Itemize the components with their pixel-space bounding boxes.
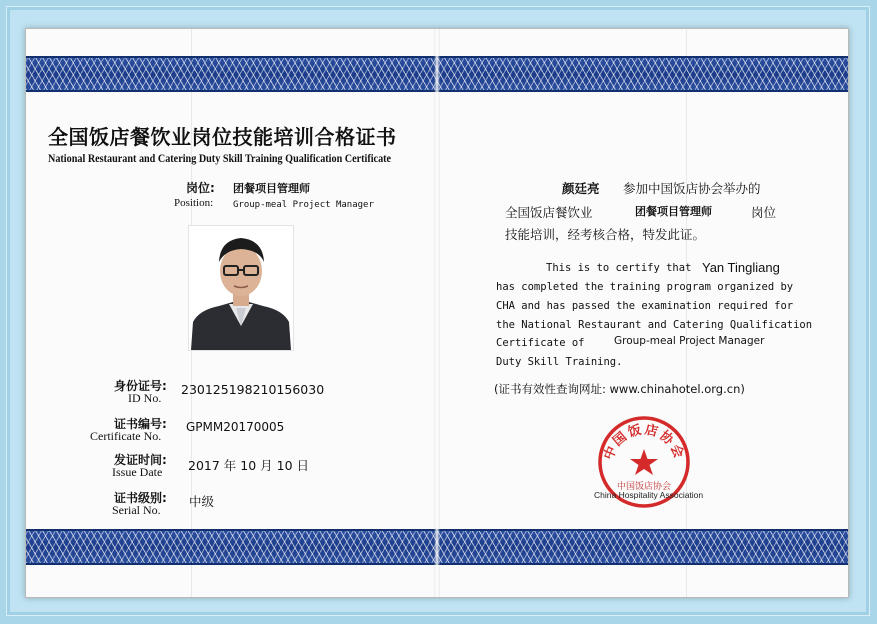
cert-text-zh-position: 团餐项目管理师 — [635, 205, 712, 218]
verification-url-note: (证书有效性查询网址: www.chinahotel.org.cn) — [494, 382, 745, 396]
serial-level: 中级 — [189, 494, 215, 509]
position-value-en: Group-meal Project Manager — [233, 200, 374, 210]
cert-text-en-5a: Certificate of — [496, 337, 585, 349]
position-value-zh: 团餐项目管理师 — [233, 182, 310, 195]
certificate-paper — [25, 28, 849, 598]
seal-english-text: China Hospitality Association — [594, 490, 704, 500]
cert-label-en: Certificate No. — [90, 429, 162, 443]
center-fold — [434, 29, 440, 597]
issue-label-zh: 发证时间: — [114, 453, 167, 467]
cert-label-zh: 证书编号: — [114, 417, 167, 431]
cert-text-en-4: the National Restaurant and Catering Qualification — [496, 319, 813, 331]
cert-text-zh-2b: 岗位 — [751, 205, 777, 220]
seal-bottom-text: 中国饭店协会 — [616, 482, 672, 492]
paper-crease — [686, 29, 687, 597]
serial-label-zh: 证书级别: — [114, 491, 167, 505]
issue-label-en: Issue Date — [112, 465, 163, 479]
cert-text-zh-1: 参加中国饭店协会举办的 — [623, 181, 761, 196]
seal-text: 中国饭店协会 — [601, 422, 687, 463]
cert-text-en-1: This is to certify that — [546, 262, 692, 274]
cert-text-en-3: CHA and has passed the examination required for — [496, 300, 794, 312]
serial-label-en: Serial No. — [112, 503, 161, 517]
id-label-en: ID No. — [128, 391, 162, 405]
title-english: National Restaurant and Catering Duty Skill Training Qualification Certificate — [48, 153, 392, 165]
id-number: 230125198210156030 — [181, 382, 325, 397]
title-chinese: 全国饭店餐饮业岗位技能培训合格证书 — [48, 125, 397, 149]
holder-photo — [188, 225, 294, 351]
cert-text-zh-3: 技能培训，经考核合格，特发此证。 — [505, 227, 706, 242]
cert-number: GPMM20170005 — [186, 420, 285, 434]
position-label-en: Position: — [174, 197, 214, 209]
issue-date: 2017 年 10 月 10 日 — [188, 458, 309, 473]
id-label-zh: 身份证号: — [114, 379, 167, 393]
cert-text-en-6: Duty Skill Training. — [496, 356, 623, 368]
cert-text-zh-2a: 全国饭店餐饮业 — [505, 205, 593, 220]
holder-name-en: Yan Tingliang — [702, 260, 780, 275]
cert-text-en-position: Group-meal Project Manager — [614, 335, 765, 347]
cert-text-en-2: has completed the training program organized by — [496, 281, 794, 293]
position-label-zh: 岗位: — [186, 181, 215, 195]
holder-name-zh: 颜廷亮 — [562, 181, 600, 196]
